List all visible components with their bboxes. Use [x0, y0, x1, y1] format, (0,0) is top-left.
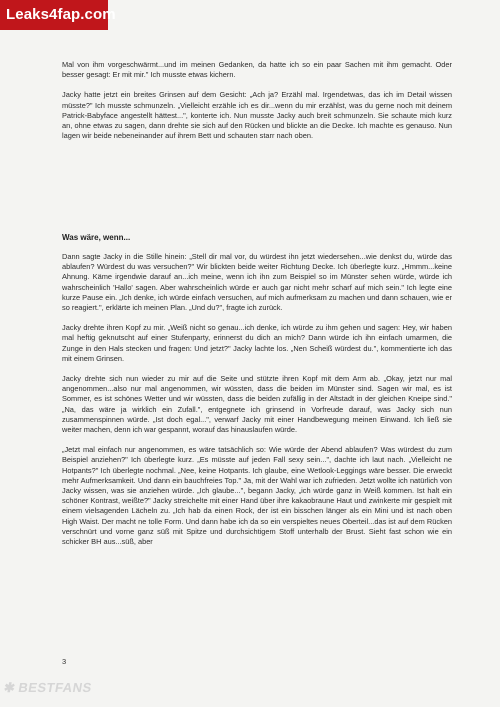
paragraph: „Jetzt mal einfach nur angenommen, es wäre tatsächlich so: Wie würde der Abend ablaufen? Was würdest du zum Beispiel anziehen?" Ich überlegte kurz. „Es müsste auf jeden Fall sexy sein...", dachte ich laut nach. „Vielleicht ne Hotpants?" Ich überlegte nochmal. „Nee, keine Hotpants. Ich glaube, eine Wetlook-Leggings wäre besser. Die erweckt mehr Aufmerksamkeit. Und dann ein bauchfreies Top." Ja, mit der Wahl war ich zufrieden. Jetzt wollte ich natürlich von Jacky wissen, was sie anziehen würde. „Ich glaube...", begann Jacky, „ich würde ganz in Weiß kommen. Ist halt ein schöner Kontrast, weißte?" Jacky streichelte mit einer Hand über ihre kakaobraune Haut und zwinkerte mir gespielt mit einem vielsagenden Lächeln zu. „Ich hab da einen Rock, der ist ein bisschen länger als ein Mini und ist nach oben High Waist. Der macht ne tolle Form. Und dann habe ich da so ein verspieltes neues Oberteil...das ist auf dem Rücken verschnürt und vorne ganz süß mit Spitze und durchsichtigem Stoff unterhalb der Brust. Sieht fast schon wie ein schicker BH aus...süß, aber — [62, 445, 452, 547]
page-number: 3 — [62, 657, 67, 666]
section-heading: Was wäre, wenn... — [62, 233, 131, 242]
footer-logo — [3, 680, 94, 696]
paragraph: Jacky hatte jetzt ein breites Grinsen auf dem Gesicht: „Ach ja? Erzähl mal. Irgendetwas, das ich im Detail wissen müsste?" Ich musste schmunzeln. „Vielleicht erzähle ich es dir...wenn du mir erzählst, was du gerne noch mit deinem Patrick-Babyface angestellt hättest...", konterte ich. Nun musste Jacky auch breit schmunzeln. Sie schaute mich kurz an, ohne etwas zu sagen, dann drehte sie sich auf den Rücken und blickte an die Decke. Ich machte es genauso. Nun lagen wir beide nebeneinander auf ihrem Bett und schauten starr nach oben. — [62, 90, 452, 141]
paragraph: Dann sagte Jacky in die Stille hinein: „Stell dir mal vor, du würdest ihn jetzt wiedersehen...wie denkst du, würde das ablaufen? Würdest du was versuchen?" Wir blickten beide weiter Richtung Decke. Ich überlegte kurz. „Hmmm...keine Ahnung. Käme irgendwie darauf an...ich meine, wenn ich ihn zum Beispiel so im Münster sehen würde, würde ich wahrscheinlich 'Hallo' sagen. Aber wahrscheinlich würde er auch gar nicht mehr scharf auf mich sein." Ich legte eine kurze Pause ein. „Ich denke, ich würde einfach versuchen, auf mich aufmerksam zu machen und dann schauen, wie er so reagiert.", erklärte ich meinen Plan. „Und du?", fragte ich zurück. — [62, 252, 452, 313]
watermark-text: Leaks4fap.com — [6, 6, 116, 23]
body-text-top — [62, 60, 452, 141]
paragraph: Mal von ihm vorgeschwärmt...und im meinen Gedanken, da hatte ich so ein paar Sachen mit ihm gemacht. Oder besser gesagt: Er mit mir." Ich musste etwas kichern. — [62, 60, 452, 80]
star-icon: ✱ — [2, 680, 17, 695]
paragraph: Jacky drehte ihren Kopf zu mir. „Weiß nicht so genau...ich denke, ich würde zu ihm gehen und sagen: Hey, wir haben mal heftig geknutscht auf einer Stufenparty, erinnerst du dich an mich? Dann würde ich ihn einfach umarmen, die Zunge in den Hals stecken und fragen: Und jetzt?" Jacky lachte los. „Nen Scheiß würdest du.", kommentierte ich das mit einem Grinsen. — [62, 323, 452, 363]
footer-logo-text: BESTFANS — [17, 680, 94, 695]
body-text-bottom — [62, 252, 452, 547]
paragraph: Jacky drehte sich nun wieder zu mir auf die Seite und stützte ihren Kopf mit dem Arm ab. „Okay, jetzt nur mal angenommen...also nur mal angenommen, wir wüssten, dass die beiden im Münster sind. Sagen wir mal, es ist Sommer, es ist schönes Wetter und wir wüssten, dass die beiden zufällig in der Altstadt in der gleichen Kneipe sind." „Na, das wäre ja wirklich ein Zufall.", entgegnete ich grinsend in Vorfreude darauf, was Jacky sich nun zusammenspinnen würde. „Ist doch egal...", verwarf Jacky mit einer Handbewegung meinen Einwand. Ich ließ sie weiter machen, denn ich war gespannt, worauf das hinauslaufen würde. — [62, 374, 452, 435]
watermark-badge — [0, 0, 116, 30]
